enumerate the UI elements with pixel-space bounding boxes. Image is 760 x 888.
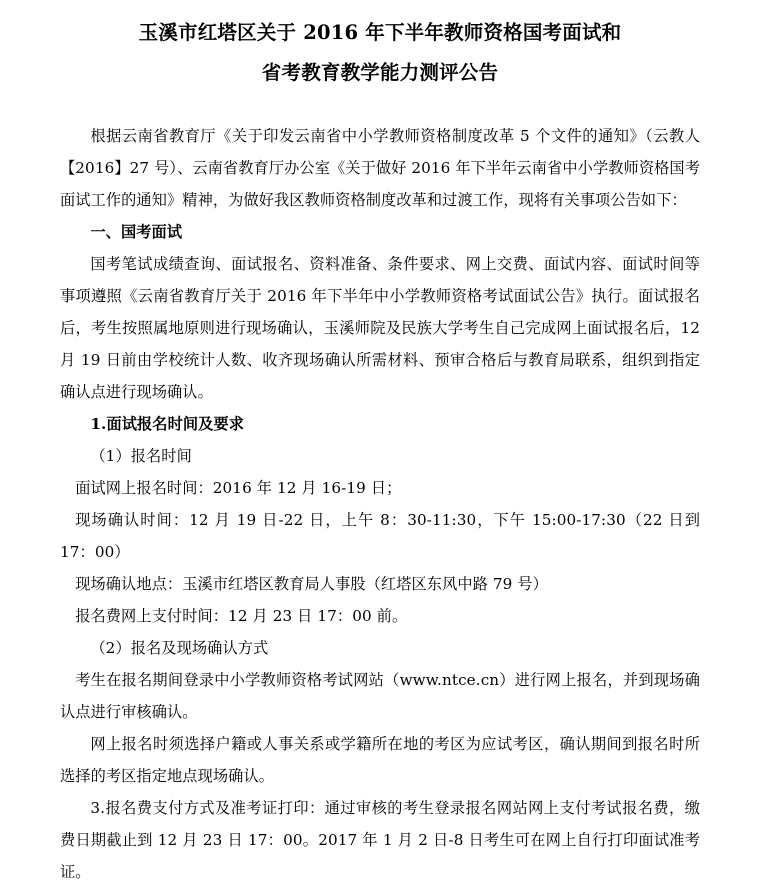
paragraph-payment-and-admission-ticket: 3.报名费支付方式及准考证打印：通过审核的考生登录报名网站网上支付考试报名费，缴费日期截止到 12 月 23 日 17：00。2017 年 1 月 2 日-8 日考生可在网上自行打印面试准考证。 <box>60 799 700 881</box>
paragraph-exam-area: 网上报名时须选择户籍或人事关系或学籍所在地的考区为应试考区，确认期间到报名时所选择的考区指定地点现场确认。 <box>60 735 700 785</box>
page-title-line-1: 玉溪市红塔区关于 2016 年下半年教师资格国考面试和 <box>138 21 622 44</box>
document-body <box>60 120 700 888</box>
paragraph-signup-confirm-method-label: （2）报名及现场确认方式 <box>90 639 269 657</box>
paragraph-online-signup-time: 面试网上报名时间：2016 年 12 月 16-19 日； <box>75 479 402 497</box>
page-title-line-2: 省考教育教学能力测评公告 <box>261 61 499 84</box>
paragraph-onsite-confirm-time: 现场确认时间：12 月 19 日-22 日，上午 8：30-11:30，下午 15:00-17:30（22 日到 17：00） <box>60 511 700 561</box>
section-heading-national-exam: 一、国考面试 <box>90 223 183 241</box>
subsection-heading-signup-time-requirements: 1.面试报名时间及要求 <box>90 415 245 433</box>
paragraph-national-exam-body: 国考笔试成绩查询、面试报名、资料准备、条件要求、网上交费、面试内容、面试时间等事项遵照《云南省教育厅关于 2016 年下半年中小学教师资格考试面试公告》执行。面试报名后，考生按照属地原则进行现场确认，玉溪师院及民族大学考生自己完成网上面试报名后，12 月 19 日前由学校统计人数、收齐现场确认所需材料、预审合格后与教育局联系，组织到指定确认点进行现场确认。 <box>60 255 700 401</box>
paragraph-signup-time-label: （1）报名时间 <box>90 447 192 465</box>
paragraph-payment-deadline: 报名费网上支付时间：12 月 23 日 17：00 前。 <box>75 607 408 625</box>
paragraph-onsite-confirm-place: 现场确认地点：玉溪市红塔区教育局人事股（红塔区东风中路 79 号） <box>75 575 548 593</box>
paragraph-signup-method: 考生在报名期间登录中小学教师资格考试网站（www.ntce.cn）进行网上报名，并到现场确认点进行审核确认。 <box>60 671 700 721</box>
page-title <box>60 14 700 92</box>
paragraph-intro: 根据云南省教育厅《关于印发云南省中小学教师资格制度改革 5 个文件的通知》（云教人【2016】27 号）、云南省教育厅办公室《关于做好 2016 年下半年云南省中小学教师资格国考面试工作的通知》精神，为做好我区教师资格制度改革和过渡工作，现将有关事项公告如下： <box>60 127 700 209</box>
